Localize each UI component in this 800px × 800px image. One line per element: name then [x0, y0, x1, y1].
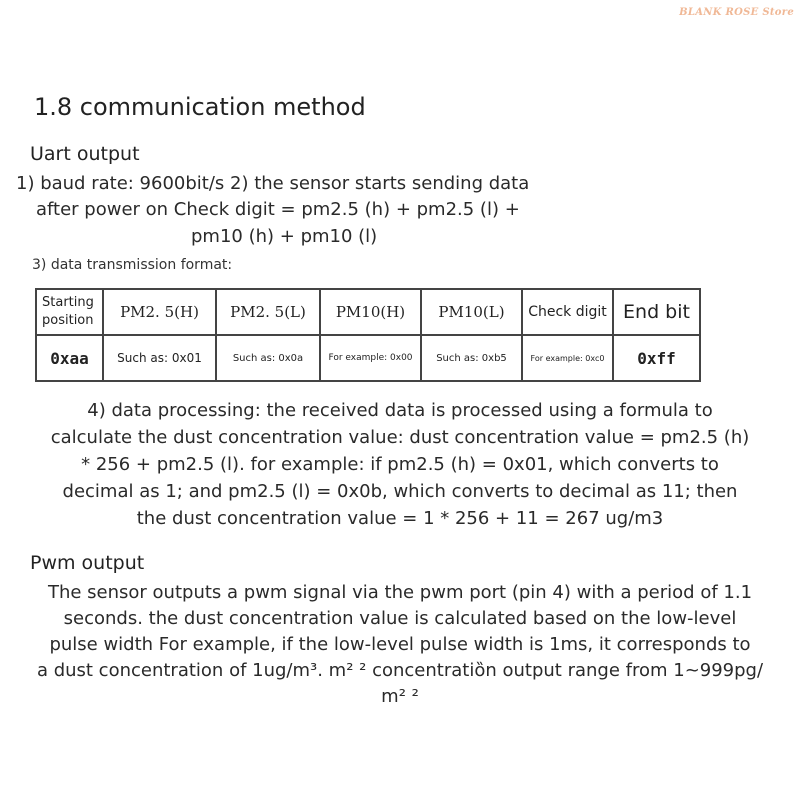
uart-heading: Uart output: [30, 143, 140, 165]
pwm-line-3: pulse width For example, if the low-level pulse width is 1ms, it corresponds to: [49, 634, 751, 655]
uart-line-1: 1) baud rate: 9600bit/s 2) the sensor starts sending data: [16, 173, 530, 194]
header-pm10-low: PM10(L): [421, 289, 522, 335]
pwm-line-1: The sensor outputs a pwm signal via the pwm port (pin 4) with a period of 1.1: [47, 582, 753, 603]
pwm-line-4: a dust concentration of 1ug/m³. m² ² concentratiȍn output range from 1~999pg/: [36, 660, 764, 681]
header-pm25-low: PM2. 5(L): [216, 289, 320, 335]
pwm-line-5: m² ²: [381, 686, 419, 707]
store-watermark: BLANK ROSE Store: [679, 7, 794, 18]
header-check-digit: Check digit: [522, 289, 613, 335]
processing-line-1: 4) data processing: the received data is processed using a formula to: [87, 400, 713, 421]
uart-line-3: pm10 (h) + pm10 (l): [191, 226, 378, 247]
value-starting-position: 0xaa: [36, 335, 103, 381]
value-end-bit: 0xff: [613, 335, 700, 381]
value-pm25-high: Such as: 0x01: [103, 335, 216, 381]
value-pm25-low: Such as: 0x0a: [216, 335, 320, 381]
format-label: 3) data transmission format:: [32, 257, 233, 273]
header-pm10-high: PM10(H): [320, 289, 421, 335]
uart-line-2: after power on Check digit = pm2.5 (h) + pm2.5 (l) +: [36, 199, 520, 220]
processing-line-5: the dust concentration value = 1 * 256 + 11 = 267 ug/m3: [136, 508, 664, 529]
table-value-row: [36, 335, 700, 381]
table-header-row: [36, 289, 700, 335]
processing-paragraph: [0, 397, 800, 532]
section-title: 1.8 communication method: [34, 93, 366, 121]
pwm-line-2: seconds. the dust concentration value is calculated based on the low-level: [63, 608, 737, 629]
header-starting-position: Starting position: [36, 289, 103, 335]
value-pm10-high: For example: 0x00: [320, 335, 421, 381]
value-check-digit: For example: 0xc0: [522, 335, 613, 381]
pwm-heading: Pwm output: [30, 552, 145, 574]
data-format-table: [35, 288, 701, 382]
value-pm10-low: Such as: 0xb5: [421, 335, 522, 381]
processing-line-4: decimal as 1; and pm2.5 (l) = 0x0b, which converts to decimal as 11; then: [62, 481, 738, 502]
header-pm25-high: PM2. 5(H): [103, 289, 216, 335]
pwm-paragraph: [0, 580, 800, 710]
header-end-bit: End bit: [613, 289, 700, 335]
processing-line-2: calculate the dust concentration value: dust concentration value = pm2.5 (h): [50, 427, 750, 448]
processing-line-3: * 256 + pm2.5 (l). for example: if pm2.5 (h) = 0x01, which converts to: [81, 454, 719, 475]
